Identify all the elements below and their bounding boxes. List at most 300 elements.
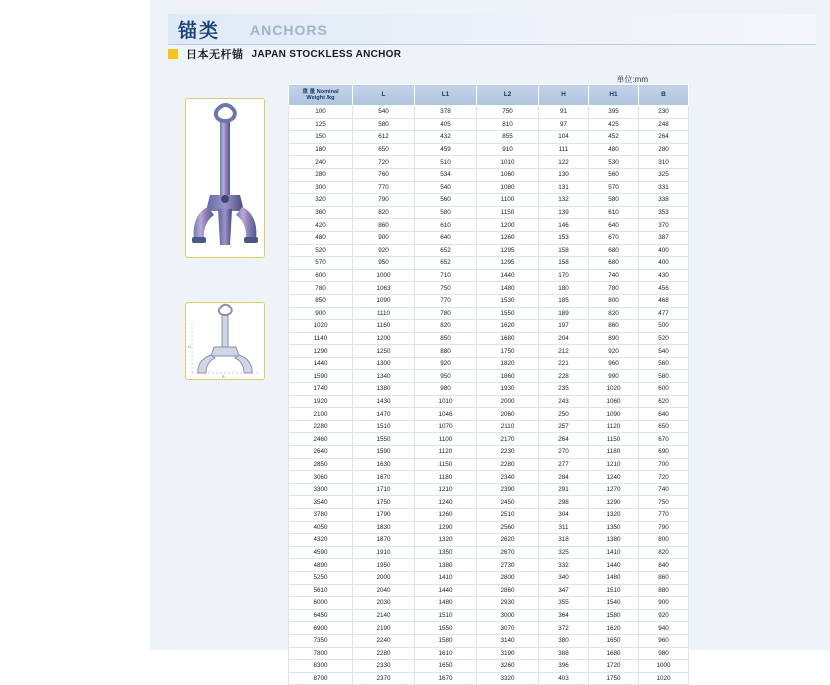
table-row [289,660,689,673]
table-row [289,181,689,194]
table-cell: 1150 [415,458,477,471]
table-row [289,345,689,358]
table-cell: 1830 [353,521,415,534]
table-cell: 277 [539,458,589,471]
table-cell: 540 [639,345,689,358]
table-cell: 3000 [477,609,539,622]
japan-stockless-anchor-photo-icon [186,99,264,255]
table-cell: 800 [639,534,689,547]
table-cell: 204 [539,332,589,345]
table-row [289,294,689,307]
table-cell: 600 [289,269,353,282]
table-cell: 1620 [477,320,539,333]
table-cell: 4890 [289,559,353,572]
table-cell: 980 [415,383,477,396]
table-cell: 640 [415,231,477,244]
unit-note: 单位:mm [616,75,648,84]
table-cell: 920 [639,609,689,622]
table-cell: 131 [539,181,589,194]
table-cell: 1200 [477,219,539,232]
table-cell: 430 [639,269,689,282]
table-cell: 1680 [477,332,539,345]
table-cell: 890 [589,332,639,345]
table-cell: 1670 [415,672,477,685]
table-cell: 960 [589,357,639,370]
table-cell: 3540 [289,496,353,509]
table-cell: 1290 [415,521,477,534]
table-cell: 750 [639,496,689,509]
table-cell: 760 [353,168,415,181]
table-cell: 610 [589,206,639,219]
table-cell: 1540 [589,597,639,610]
page-title-en: ANCHORS [250,22,328,38]
table-cell: 652 [415,244,477,257]
table-cell: 612 [353,131,415,144]
table-cell: 1160 [353,320,415,333]
table-cell: 1750 [477,345,539,358]
table-cell: 950 [415,370,477,383]
table-cell: 3320 [477,672,539,685]
table-row [289,194,689,207]
table-row [289,168,689,181]
table-cell: 477 [639,307,689,320]
table-cell: 1020 [289,320,353,333]
table-cell: 790 [353,194,415,207]
table-row [289,597,689,610]
table-cell: 480 [289,231,353,244]
table-cell: 1180 [589,446,639,459]
table-cell: 740 [639,483,689,496]
table-cell: 250 [539,408,589,421]
table-cell: 670 [589,231,639,244]
table-cell: 1010 [477,156,539,169]
table-cell: 570 [289,257,353,270]
table-cell: 1046 [415,408,477,421]
table-cell: 820 [589,307,639,320]
table-cell: 1240 [589,471,639,484]
table-row [289,206,689,219]
table-cell: 600 [639,383,689,396]
col-header-h1: H1 [589,85,639,106]
table-cell: 820 [353,206,415,219]
table-cell: 690 [639,446,689,459]
table-cell: 372 [539,622,589,635]
table-cell: 1720 [589,660,639,673]
table-cell: 2170 [477,433,539,446]
table-cell: 580 [353,118,415,131]
table-cell: 6900 [289,622,353,635]
table-cell: 710 [415,269,477,282]
table-cell: 1620 [589,622,639,635]
table-cell: 530 [589,156,639,169]
table-cell: 650 [353,143,415,156]
table-cell: 338 [639,194,689,207]
table-cell: 2100 [289,408,353,421]
table-cell: 400 [639,244,689,257]
table-cell: 452 [589,131,639,144]
table-row [289,408,689,421]
table-row [289,622,689,635]
table-row [289,521,689,534]
table-cell: 1410 [415,571,477,584]
table-cell: 353 [639,206,689,219]
table-cell: 560 [639,357,689,370]
table-cell: 1250 [353,345,415,358]
anchor-photo-box [185,98,265,258]
table-cell: 325 [639,168,689,181]
table-cell: 150 [289,131,353,144]
table-cell: 1750 [353,496,415,509]
table-cell: 1290 [289,345,353,358]
table-cell: 400 [639,257,689,270]
table-cell: 4050 [289,521,353,534]
table-cell: 920 [589,345,639,358]
col-header-weight-cn: 重 量 Nominal [302,88,339,95]
table-cell: 1010 [415,395,477,408]
table-cell: 243 [539,395,589,408]
table-cell: 750 [477,106,539,119]
table-cell: 650 [639,420,689,433]
table-cell: 170 [539,269,589,282]
table-row [289,571,689,584]
table-cell: 880 [415,345,477,358]
table-cell: 1070 [415,420,477,433]
table-row [289,420,689,433]
table-cell: 139 [539,206,589,219]
table-cell: 1410 [589,546,639,559]
table-cell: 1000 [639,660,689,673]
table-cell: 387 [639,231,689,244]
table-cell: 720 [353,156,415,169]
table-cell: 248 [639,118,689,131]
table-cell: 2000 [353,571,415,584]
table-cell: 1740 [289,383,353,396]
table-cell: 2510 [477,509,539,522]
table-cell: 1120 [589,420,639,433]
table-cell: 257 [539,420,589,433]
table-cell: 185 [539,294,589,307]
table-cell: 860 [589,320,639,333]
table-cell: 620 [639,395,689,408]
table-cell: 640 [639,408,689,421]
table-cell: 790 [639,521,689,534]
table-row [289,458,689,471]
table-cell: 820 [639,546,689,559]
table-cell: 570 [589,181,639,194]
table-cell: 2280 [289,420,353,433]
table-cell: 2240 [353,634,415,647]
table-cell: 850 [289,294,353,307]
table-cell: 2930 [477,597,539,610]
table-cell: 228 [539,370,589,383]
table-row [289,584,689,597]
table-cell: 2850 [289,458,353,471]
table-cell: 331 [639,181,689,194]
table-cell: 1150 [589,433,639,446]
table-cell: 3070 [477,622,539,635]
table-cell: 1295 [477,244,539,257]
table-cell: 580 [589,194,639,207]
table-row [289,332,689,345]
table-cell: 1290 [589,496,639,509]
table-cell: 1380 [589,534,639,547]
table-cell: 380 [539,634,589,647]
table-cell: 1480 [589,571,639,584]
table-cell: 1320 [415,534,477,547]
table-cell: 1480 [415,597,477,610]
table-cell: 311 [539,521,589,534]
table-cell: 1670 [353,471,415,484]
col-header-weight-en: Weight /kg [306,95,335,101]
col-header-h: H [539,85,589,106]
table-cell: 355 [539,597,589,610]
table-cell: 720 [639,471,689,484]
table-cell: 280 [289,168,353,181]
table-cell: 1340 [353,370,415,383]
table-cell: 370 [639,219,689,232]
table-row [289,534,689,547]
left-margin [0,0,150,650]
table-cell: 2800 [477,571,539,584]
table-cell: 1630 [353,458,415,471]
table-cell: 910 [477,143,539,156]
table-cell: 5610 [289,584,353,597]
table-cell: 2140 [353,609,415,622]
col-header-weight [289,85,353,106]
spec-table [288,84,689,685]
table-cell: 1120 [415,446,477,459]
table-cell: 670 [639,433,689,446]
table-cell: 7350 [289,634,353,647]
table-cell: 5250 [289,571,353,584]
table-cell: 1090 [589,408,639,421]
table-cell: 3780 [289,509,353,522]
table-row [289,647,689,660]
table-cell: 2670 [477,546,539,559]
table-cell: 900 [289,307,353,320]
table-cell: 540 [353,106,415,119]
table-row [289,672,689,685]
table-cell: 158 [539,244,589,257]
table-cell: 920 [415,357,477,370]
table-cell: 740 [589,269,639,282]
table-cell: 2230 [477,446,539,459]
table-cell: 780 [415,307,477,320]
spec-table-container [288,84,671,685]
table-cell: 153 [539,231,589,244]
table-cell: 700 [639,458,689,471]
table-cell: 91 [539,106,589,119]
table-cell: 640 [589,219,639,232]
table-cell: 520 [639,332,689,345]
table-cell: 197 [539,320,589,333]
table-cell: 840 [639,559,689,572]
bullet-square-icon [168,49,178,59]
table-cell: 1950 [353,559,415,572]
table-cell: 1590 [353,446,415,459]
table-cell: 3190 [477,647,539,660]
table-cell: 403 [539,672,589,685]
table-cell: 990 [589,370,639,383]
table-cell: 291 [539,483,589,496]
table-cell: 652 [415,257,477,270]
table-row [289,496,689,509]
table-cell: 560 [589,168,639,181]
table-cell: 1350 [415,546,477,559]
table-cell: 680 [589,244,639,257]
table-row [289,231,689,244]
table-cell: 2390 [477,483,539,496]
table-cell: 280 [639,143,689,156]
table-row [289,307,689,320]
table-cell: 264 [639,131,689,144]
table-cell: 1020 [589,383,639,396]
table-cell: 122 [539,156,589,169]
table-cell: 855 [477,131,539,144]
table-cell: 7800 [289,647,353,660]
table-cell: 300 [289,181,353,194]
table-cell: 1180 [415,471,477,484]
anchor-drawing-box [185,302,265,380]
table-cell: 780 [589,282,639,295]
table-cell: 425 [589,118,639,131]
table-cell: 1100 [477,194,539,207]
table-cell: 1860 [477,370,539,383]
table-cell: 1750 [589,672,639,685]
table-cell: 388 [539,647,589,660]
spec-table-body [289,106,689,685]
table-cell: 850 [415,332,477,345]
page-title-cn: 锚类 [178,21,221,42]
table-row [289,131,689,144]
table-cell: 1300 [353,357,415,370]
table-cell: 1580 [589,609,639,622]
table-row [289,143,689,156]
table-cell: 1820 [477,357,539,370]
table-row [289,446,689,459]
table-cell: 1020 [639,672,689,685]
table-cell: 510 [415,156,477,169]
table-cell: 332 [539,559,589,572]
col-header-l: L [353,85,415,106]
table-cell: 1430 [353,395,415,408]
table-cell: 3060 [289,471,353,484]
table-cell: 180 [289,143,353,156]
table-cell: 2190 [353,622,415,635]
table-row [289,118,689,131]
table-cell: 1210 [589,458,639,471]
table-cell: 4320 [289,534,353,547]
table-cell: 104 [539,131,589,144]
table-cell: 1510 [415,609,477,622]
table-cell: 920 [353,244,415,257]
table-cell: 396 [539,660,589,673]
col-header-b: B [639,85,689,106]
section-title-en: JAPAN STOCKLESS ANCHOR [251,48,402,60]
table-cell: 1550 [415,622,477,635]
table-cell: 860 [639,571,689,584]
table-cell: 500 [639,320,689,333]
table-cell: 100 [289,106,353,119]
table-cell: 212 [539,345,589,358]
table-cell: 2280 [477,458,539,471]
table-cell: 221 [539,357,589,370]
table-row [289,559,689,572]
table-cell: 132 [539,194,589,207]
table-cell: 980 [639,647,689,660]
table-cell: 2640 [289,446,353,459]
table-cell: 1200 [353,332,415,345]
table-cell: 1710 [353,483,415,496]
table-cell: 8700 [289,672,353,685]
table-cell: 1380 [353,383,415,396]
table-row [289,509,689,522]
table-row [289,609,689,622]
table-cell: 1060 [589,395,639,408]
table-cell: 770 [639,509,689,522]
table-cell: 2460 [289,433,353,446]
table-cell: 459 [415,143,477,156]
table-cell: 2860 [477,584,539,597]
table-cell: 770 [415,294,477,307]
table-cell: 240 [289,156,353,169]
table-cell: 2000 [477,395,539,408]
table-row [289,269,689,282]
table-cell: 1550 [477,307,539,320]
table-cell: 1870 [353,534,415,547]
table-row [289,106,689,119]
table-cell: 432 [415,131,477,144]
table-cell: 2040 [353,584,415,597]
table-cell: 1550 [353,433,415,446]
table-cell: 1150 [477,206,539,219]
table-cell: 340 [539,571,589,584]
table-cell: 2620 [477,534,539,547]
table-cell: 1930 [477,383,539,396]
table-cell: 1080 [477,181,539,194]
table-cell: 1295 [477,257,539,270]
table-cell: 560 [415,194,477,207]
table-cell: 1440 [289,357,353,370]
table-cell: 1650 [589,634,639,647]
table-cell: 264 [539,433,589,446]
table-cell: 680 [589,257,639,270]
table-cell: 1270 [589,483,639,496]
table-cell: 1510 [589,584,639,597]
table-cell: 1440 [477,269,539,282]
table-cell: 378 [415,106,477,119]
table-cell: 235 [539,383,589,396]
table-cell: 1063 [353,282,415,295]
table-cell: 2450 [477,496,539,509]
table-cell: 2330 [353,660,415,673]
table-cell: 1510 [353,420,415,433]
table-cell: 900 [639,597,689,610]
table-cell: 8300 [289,660,353,673]
table-cell: 347 [539,584,589,597]
table-cell: 780 [289,282,353,295]
table-cell: 1530 [477,294,539,307]
table-cell: 304 [539,509,589,522]
table-cell: 1320 [589,509,639,522]
table-cell: 360 [289,206,353,219]
table-cell: 180 [539,282,589,295]
table-cell: 580 [639,370,689,383]
table-cell: 6000 [289,597,353,610]
table-cell: 6450 [289,609,353,622]
table-cell: 610 [415,219,477,232]
col-header-l2: L2 [477,85,539,106]
